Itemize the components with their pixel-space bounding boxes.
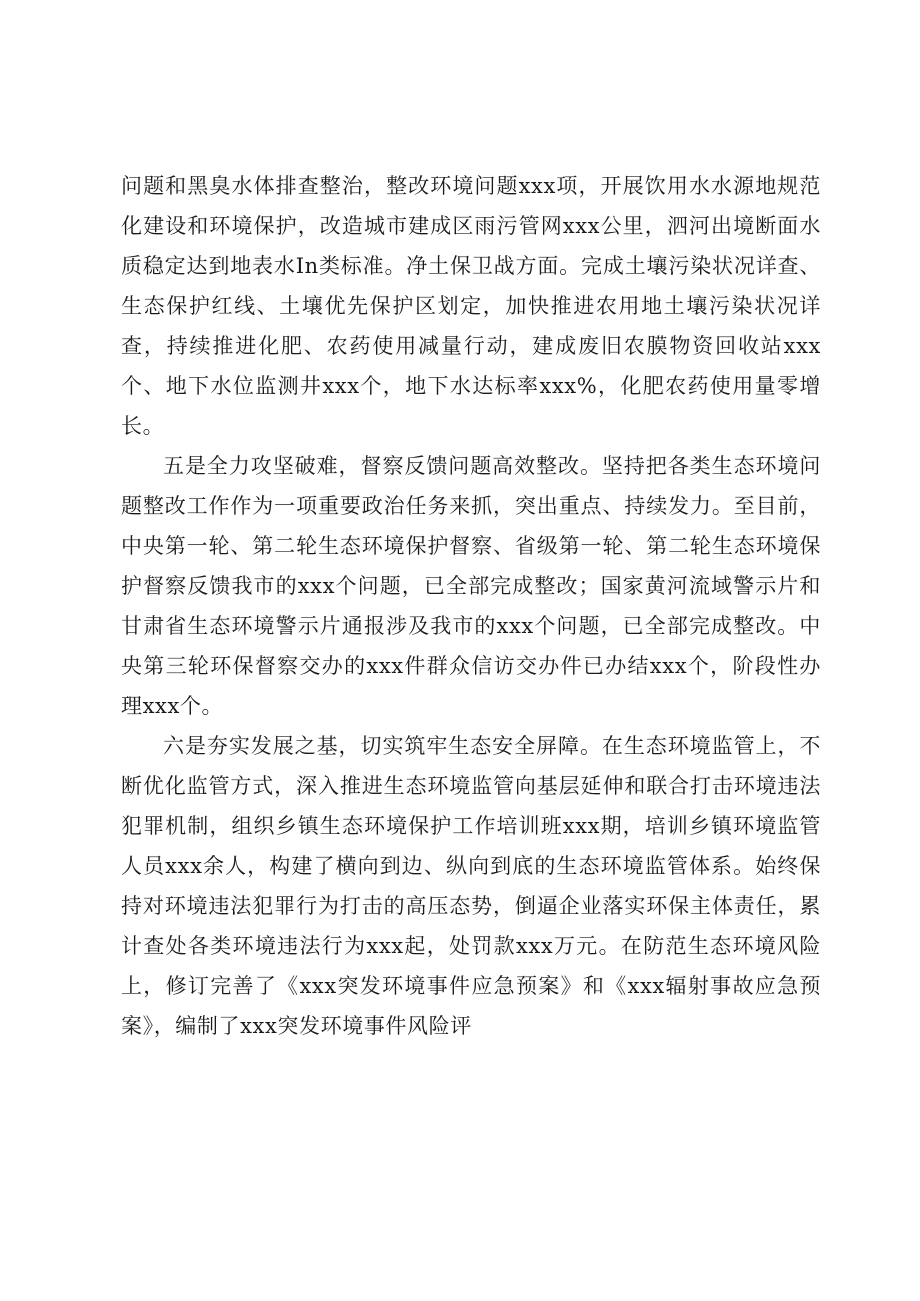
document-body	[121, 166, 821, 1046]
paragraph-1: 问题和黑臭水体排查整治，整改环境问题xxx项，开展饮用水水源地规范化建设和环境保护，改造城市建成区雨污管网xxx公里，泗河出境断面水质稳定达到地表水In类标准。净土保卫战方面。完成土壤污染状况详查、生态保护红线、土壤优先保护区划定，加快推进农用地土壤污染状况详查，持续推进化肥、农药使用减量行动，建成废旧农膜物资回收站xxx个、地下水位监测井xxx个，地下水达标率xxx%，化肥农药使用量零增长。	[121, 174, 821, 438]
paragraph-2: 五是全力攻坚破难，督察反馈问题高效整改。坚持把各类生态环境问题整改工作作为一项重要政治任务来抓，突出重点、持续发力。至目前，中央第一轮、第二轮生态环境保护督察、省级第一轮、第二轮生态环境保护督察反馈我市的xxx个问题，已全部完成整改；国家黄河流域警示片和甘肃省生态环境警示片通报涉及我市的xxx个问题，已全部完成整改。中央第三轮环保督察交办的xxx件群众信访交办件已办结xxx个，阶段性办理xxx个。	[121, 454, 821, 718]
paragraph-3: 六是夯实发展之基，切实筑牢生态安全屏障。在生态环境监管上，不断优化监管方式，深入推进生态环境监管向基层延伸和联合打击环境违法犯罪机制，组织乡镇生态环境保护工作培训班xxx期，培训乡镇环境监管人员xxx余人，构建了横向到边、纵向到底的生态环境监管体系。始终保持对环境违法犯罪行为打击的高压态势，倒逼企业落实环保主体责任，累计查处各类环境违法行为xxx起，处罚款xxx万元。在防范生态环境风险上，修订完善了《xxx突发环境事件应急预案》和《xxx辐射事故应急预案》，编制了xxx突发环境事件风险评	[121, 734, 821, 1038]
